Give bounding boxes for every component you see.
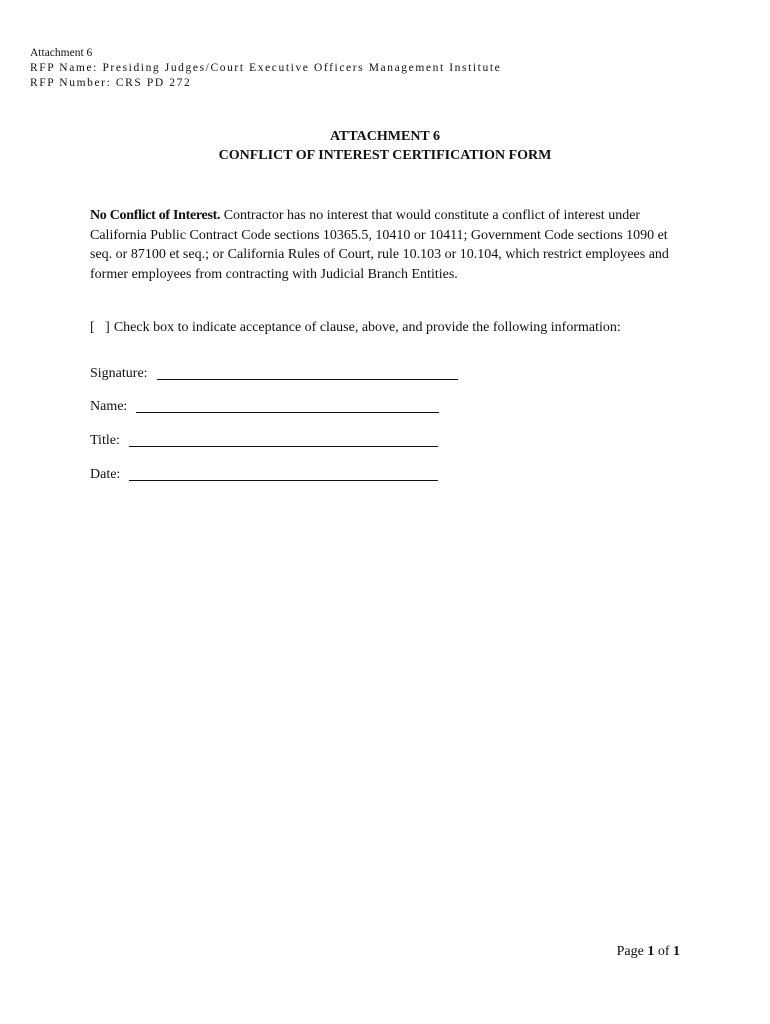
attachment-label: Attachment 6 <box>30 47 93 59</box>
page-current: 1 <box>647 944 655 959</box>
page-number <box>617 942 680 961</box>
name-field[interactable] <box>136 398 439 413</box>
name-label: Name: <box>90 399 128 414</box>
acceptance-checkbox[interactable]: [ ] <box>90 320 110 335</box>
title-label: Title: <box>90 433 120 448</box>
form-title <box>0 127 770 165</box>
signature-label: Signature: <box>90 366 148 381</box>
name-row <box>90 397 439 416</box>
title-line-1: ATTACHMENT 6 <box>329 129 441 144</box>
signature-field[interactable] <box>157 365 458 380</box>
title-row <box>90 431 438 450</box>
rfp-name: RFP Name: Presiding Judges/Court Executive Officers Management Institute <box>30 62 502 74</box>
date-label: Date: <box>90 467 121 482</box>
no-conflict-clause <box>90 206 685 284</box>
clause-lead: No Conflict of Interest. <box>90 208 221 223</box>
clause-body: Contractor has no interest that would constitute a conflict of interest under California Public Contract Code sections 10365.5, 10410 or 10411; Government Code sections 1090 et seq. or 87100 et seq.; or California Rules of Court, rule 10.103 or 10.104, which restrict employees and former employees from contracting with Judicial Branch Entities. <box>90 208 669 282</box>
rfp-number: RFP Number: CRS PD 272 <box>30 77 192 89</box>
signature-row <box>90 364 458 383</box>
title-field[interactable] <box>129 432 438 447</box>
date-field[interactable] <box>129 466 438 481</box>
title-line-2: CONFLICT OF INTEREST CERTIFICATION FORM <box>218 148 552 163</box>
page-of-word: of <box>657 944 670 959</box>
page-total: 1 <box>673 944 680 959</box>
page-word: Page <box>616 944 644 959</box>
date-row <box>90 465 438 484</box>
document-header <box>30 46 501 91</box>
acceptance-checkbox-label: Check box to indicate acceptance of clause, above, and provide the following information: <box>113 320 621 335</box>
acceptance-checkbox-row <box>90 318 621 337</box>
